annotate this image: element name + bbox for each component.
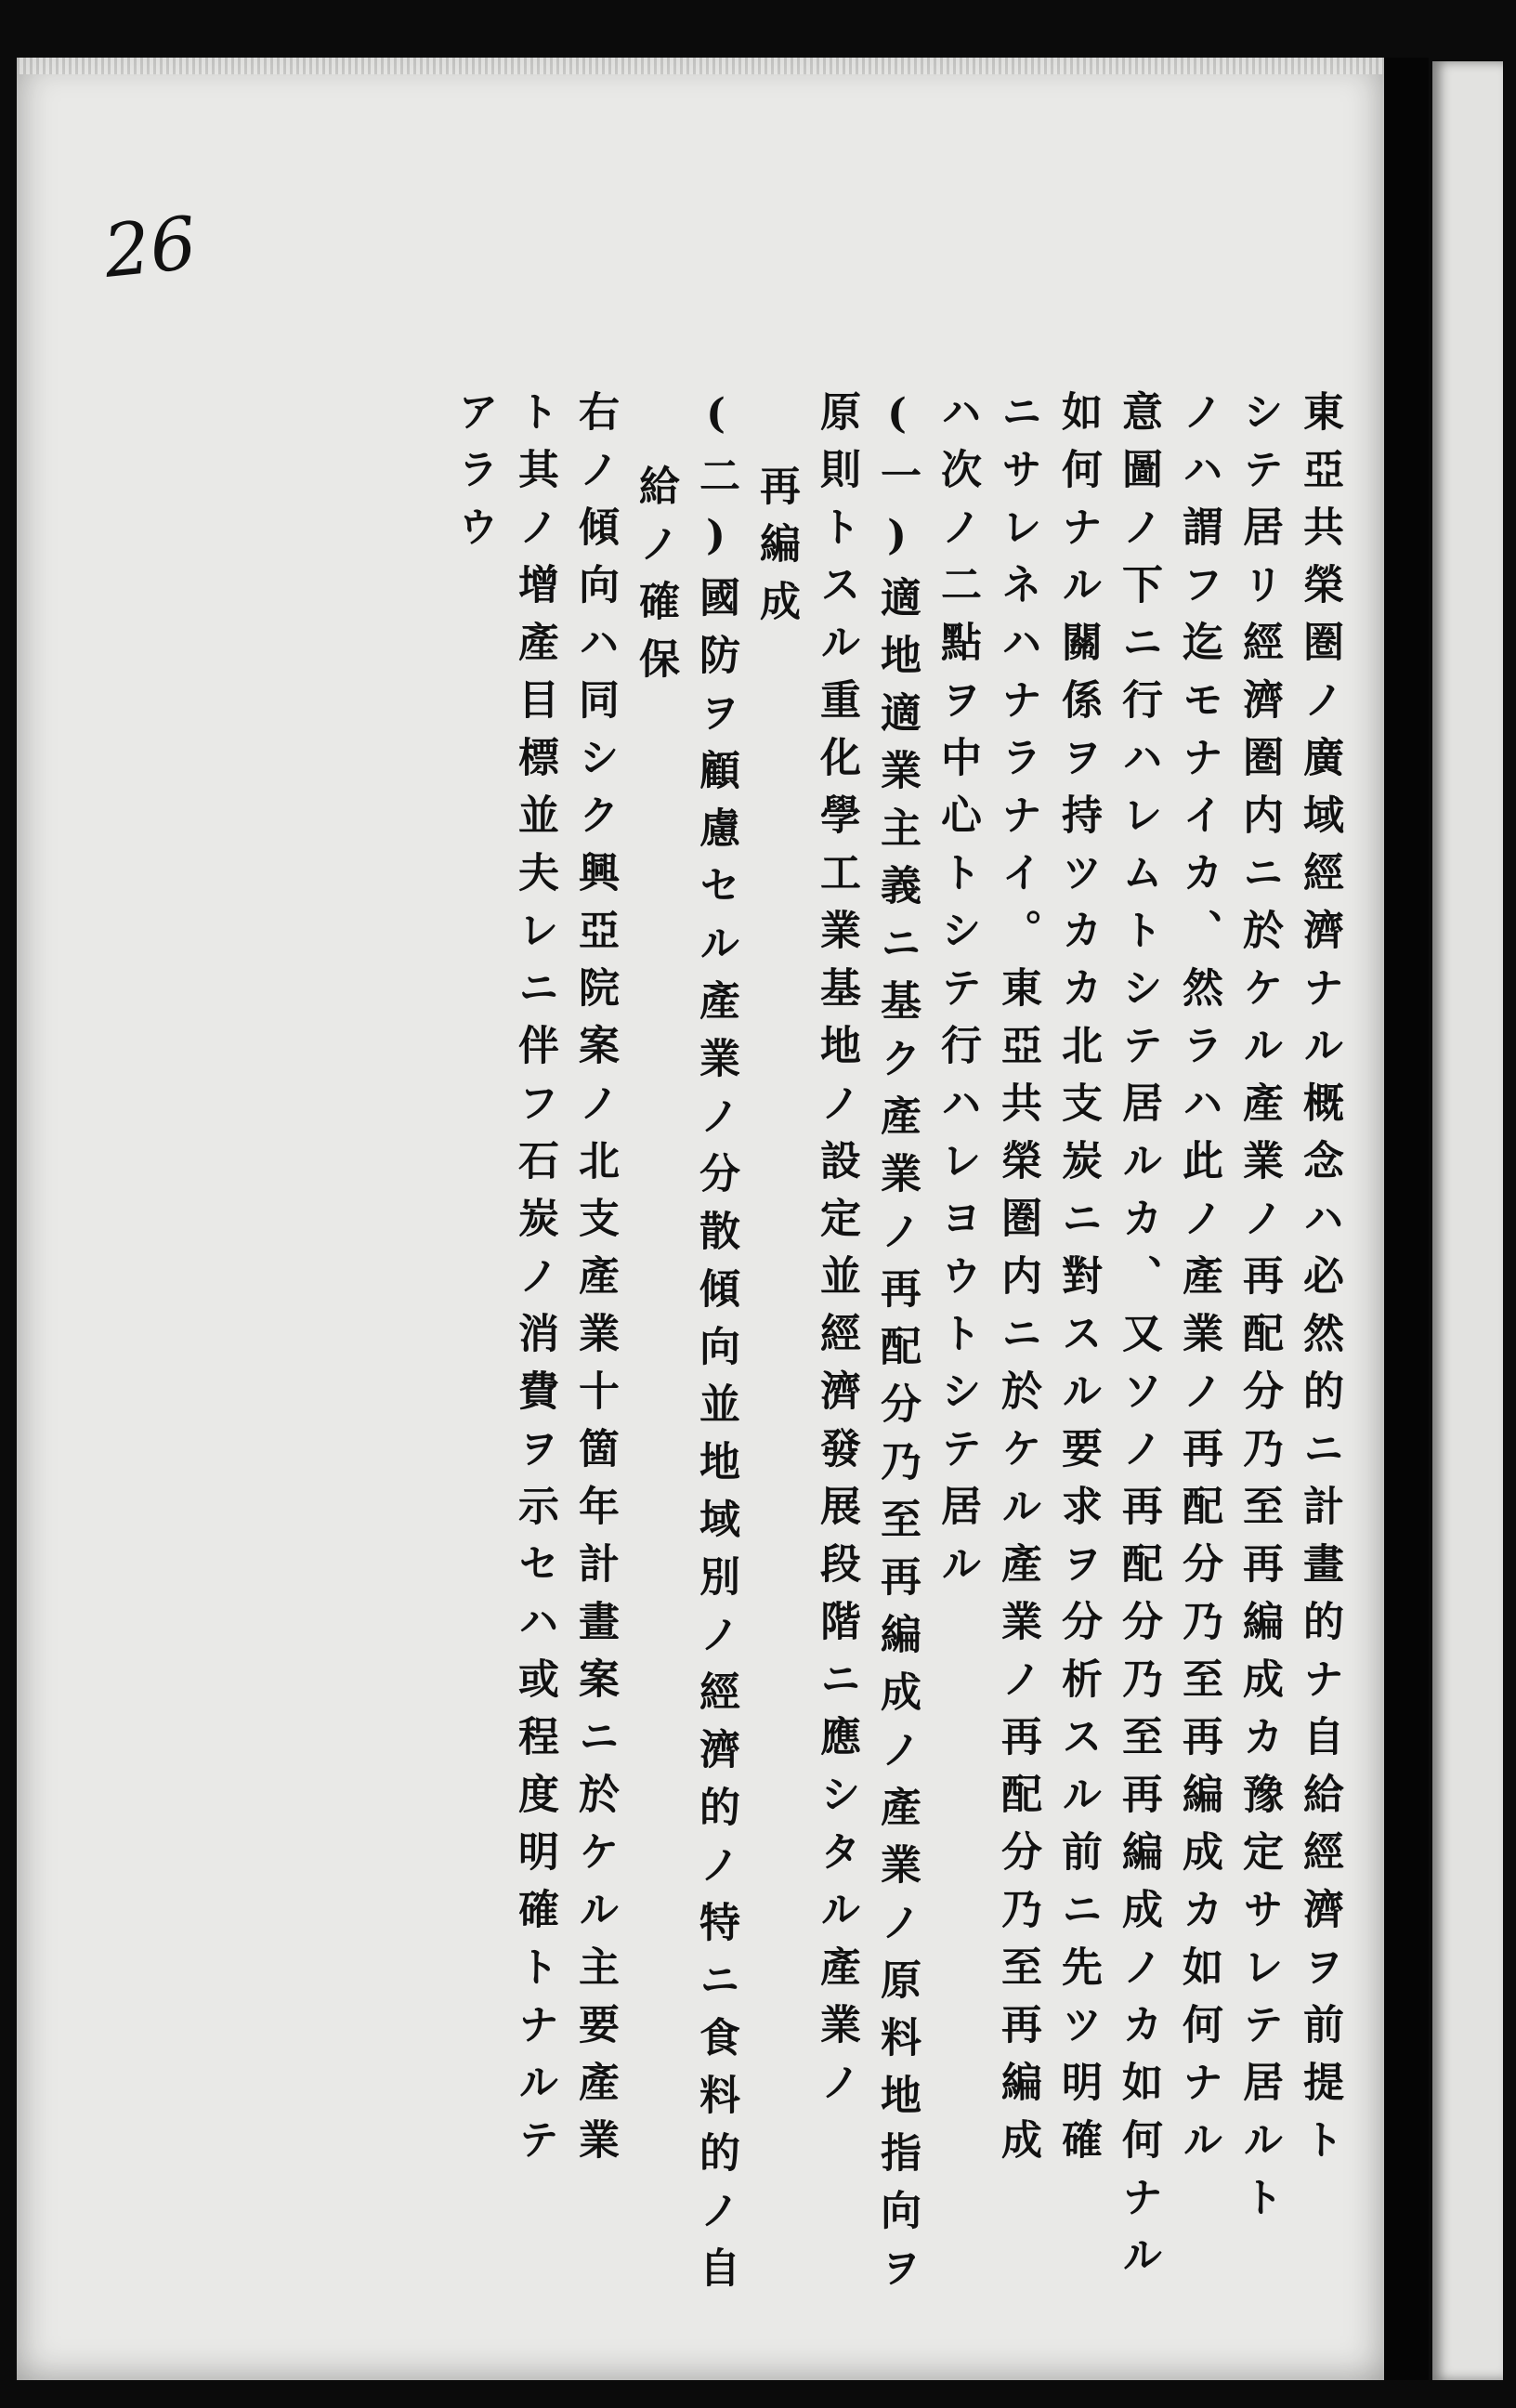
text-column-15: アラウ (451, 390, 498, 563)
text-column-6: ニサレネハナラナイ。東亞共榮圏内ニ於ケル產業ノ再配分乃至再編成 (994, 390, 1041, 2176)
text-column-14: ト其ノ增產目標並夫レニ伴フ石炭ノ消費ヲ示セハ或程度明確トナルテ (511, 390, 558, 2176)
text-column-2: シテ居リ經濟圏内ニ於ケル產業ノ再配分乃至再編成カ豫定サレテ居ルト (1235, 390, 1283, 2233)
text-column-1: 東亞共榮圏ノ廣域經濟ナル概念ハ必然的ニ計畫的ナ自給經濟ヲ前提ト (1296, 390, 1343, 2176)
text-column-9: 原則トスル重化學工業基地ノ設定並經濟發展段階ニ應シタル產業ノ (813, 390, 860, 2118)
text-column-3: ノハ謂フ迄モナイカ、然ラハ此ノ產業ノ再配分乃至再編成カ如何ナル (1175, 390, 1222, 2176)
text-column-7: ハ次ノ二點ヲ中心トシテ行ハレヨウトシテ居ル (934, 390, 981, 1600)
text-column-8: (一)適地適業主義ニ基ク產業ノ再配分乃至再編成ノ產業ノ原料地指向ヲ (873, 390, 921, 2304)
text-column-11: (二)國防ヲ顧慮セル產業ノ分散傾向並地域別ノ經濟的ノ特ニ食料的ノ自 (692, 390, 739, 2304)
text-column-5: 如何ナル關係ヲ持ツカカ北支炭ニ對スル要求ヲ分析スル前ニ先ツ明確 (1054, 390, 1102, 2176)
next-page-edge (1432, 61, 1503, 2380)
page-number: 26 (99, 202, 201, 294)
text-column-12: 給ノ確保 (632, 465, 679, 695)
book-binding (1384, 58, 1429, 2380)
text-column-13: 右ノ傾向ハ同シク興亞院案ノ北支產業十箇年計畫案ニ於ケル主要產業 (571, 390, 619, 2176)
text-column-4: 意圖ノ下ニ行ハレムトシテ居ルカ、又ソノ再配分乃至再編成ノカ如何ナル (1115, 390, 1162, 2291)
text-column-10: 再編成 (752, 465, 800, 637)
